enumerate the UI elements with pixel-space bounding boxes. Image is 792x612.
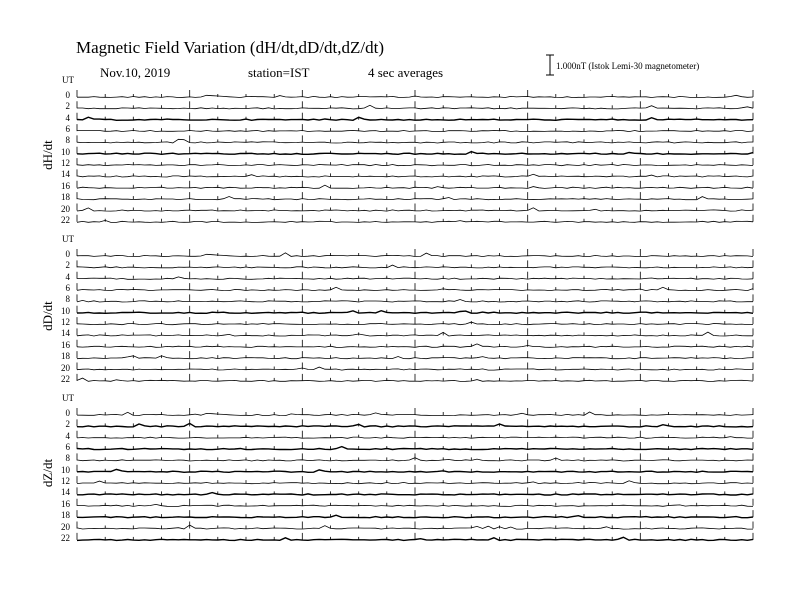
ut-label-panel-3: UT	[62, 393, 74, 403]
hour-label-6: 6	[65, 283, 70, 294]
hour-label-8: 8	[65, 294, 70, 305]
hour-label-10: 10	[61, 146, 70, 157]
hour-label-14: 14	[61, 487, 70, 498]
hour-label-4: 4	[65, 430, 70, 441]
axis-label-dd-dt: dD/dt	[40, 301, 55, 331]
hour-label-12: 12	[61, 158, 70, 169]
hour-label-20: 20	[61, 521, 70, 532]
hour-label-22: 22	[61, 532, 70, 543]
axis-label-dz-dt: dZ/dt	[40, 458, 55, 488]
hour-label-18: 18	[61, 192, 70, 203]
hour-label-20: 20	[61, 203, 70, 214]
hour-label-2: 2	[65, 101, 70, 112]
panel-1	[77, 90, 753, 222]
hour-label-4: 4	[65, 271, 70, 282]
averaging-label: 4 sec averages	[368, 65, 444, 80]
hour-label-14: 14	[61, 169, 70, 180]
hour-label-18: 18	[61, 351, 70, 362]
hour-label-4: 4	[65, 112, 70, 123]
hour-label-14: 14	[61, 328, 70, 339]
station-label: station=IST	[248, 65, 310, 80]
hour-label-10: 10	[61, 464, 70, 475]
hour-label-12: 12	[61, 476, 70, 487]
scale-bar	[546, 55, 554, 75]
hour-label-22: 22	[61, 214, 70, 225]
hour-label-12: 12	[61, 317, 70, 328]
date-label: Nov.10, 2019	[100, 65, 171, 80]
panel-2	[77, 249, 753, 381]
hour-label-16: 16	[61, 180, 70, 191]
hour-label-10: 10	[61, 305, 70, 316]
chart-title: Magnetic Field Variation (dH/dt,dD/dt,dZ/dt)	[76, 38, 385, 57]
hour-label-18: 18	[61, 510, 70, 521]
hour-label-2: 2	[65, 260, 70, 271]
hour-label-16: 16	[61, 339, 70, 350]
hour-label-22: 22	[61, 373, 70, 384]
axis-label-dh-dt: dH/dt	[40, 140, 55, 170]
panel-3	[77, 408, 753, 540]
hour-label-6: 6	[65, 124, 70, 135]
ut-label-panel-1: UT	[62, 75, 74, 85]
hour-label-20: 20	[61, 362, 70, 373]
hour-label-8: 8	[65, 135, 70, 146]
ut-label-panel-2: UT	[62, 234, 74, 244]
scale-bar-label: 1.000nT (Istok Lemi-30 magnetometer)	[556, 61, 700, 71]
hour-label-2: 2	[65, 419, 70, 430]
hour-label-0: 0	[65, 90, 70, 100]
hour-label-6: 6	[65, 442, 70, 453]
hour-label-0: 0	[65, 249, 70, 259]
hour-label-16: 16	[61, 498, 70, 509]
hour-label-0: 0	[65, 408, 70, 418]
hour-label-8: 8	[65, 453, 70, 464]
